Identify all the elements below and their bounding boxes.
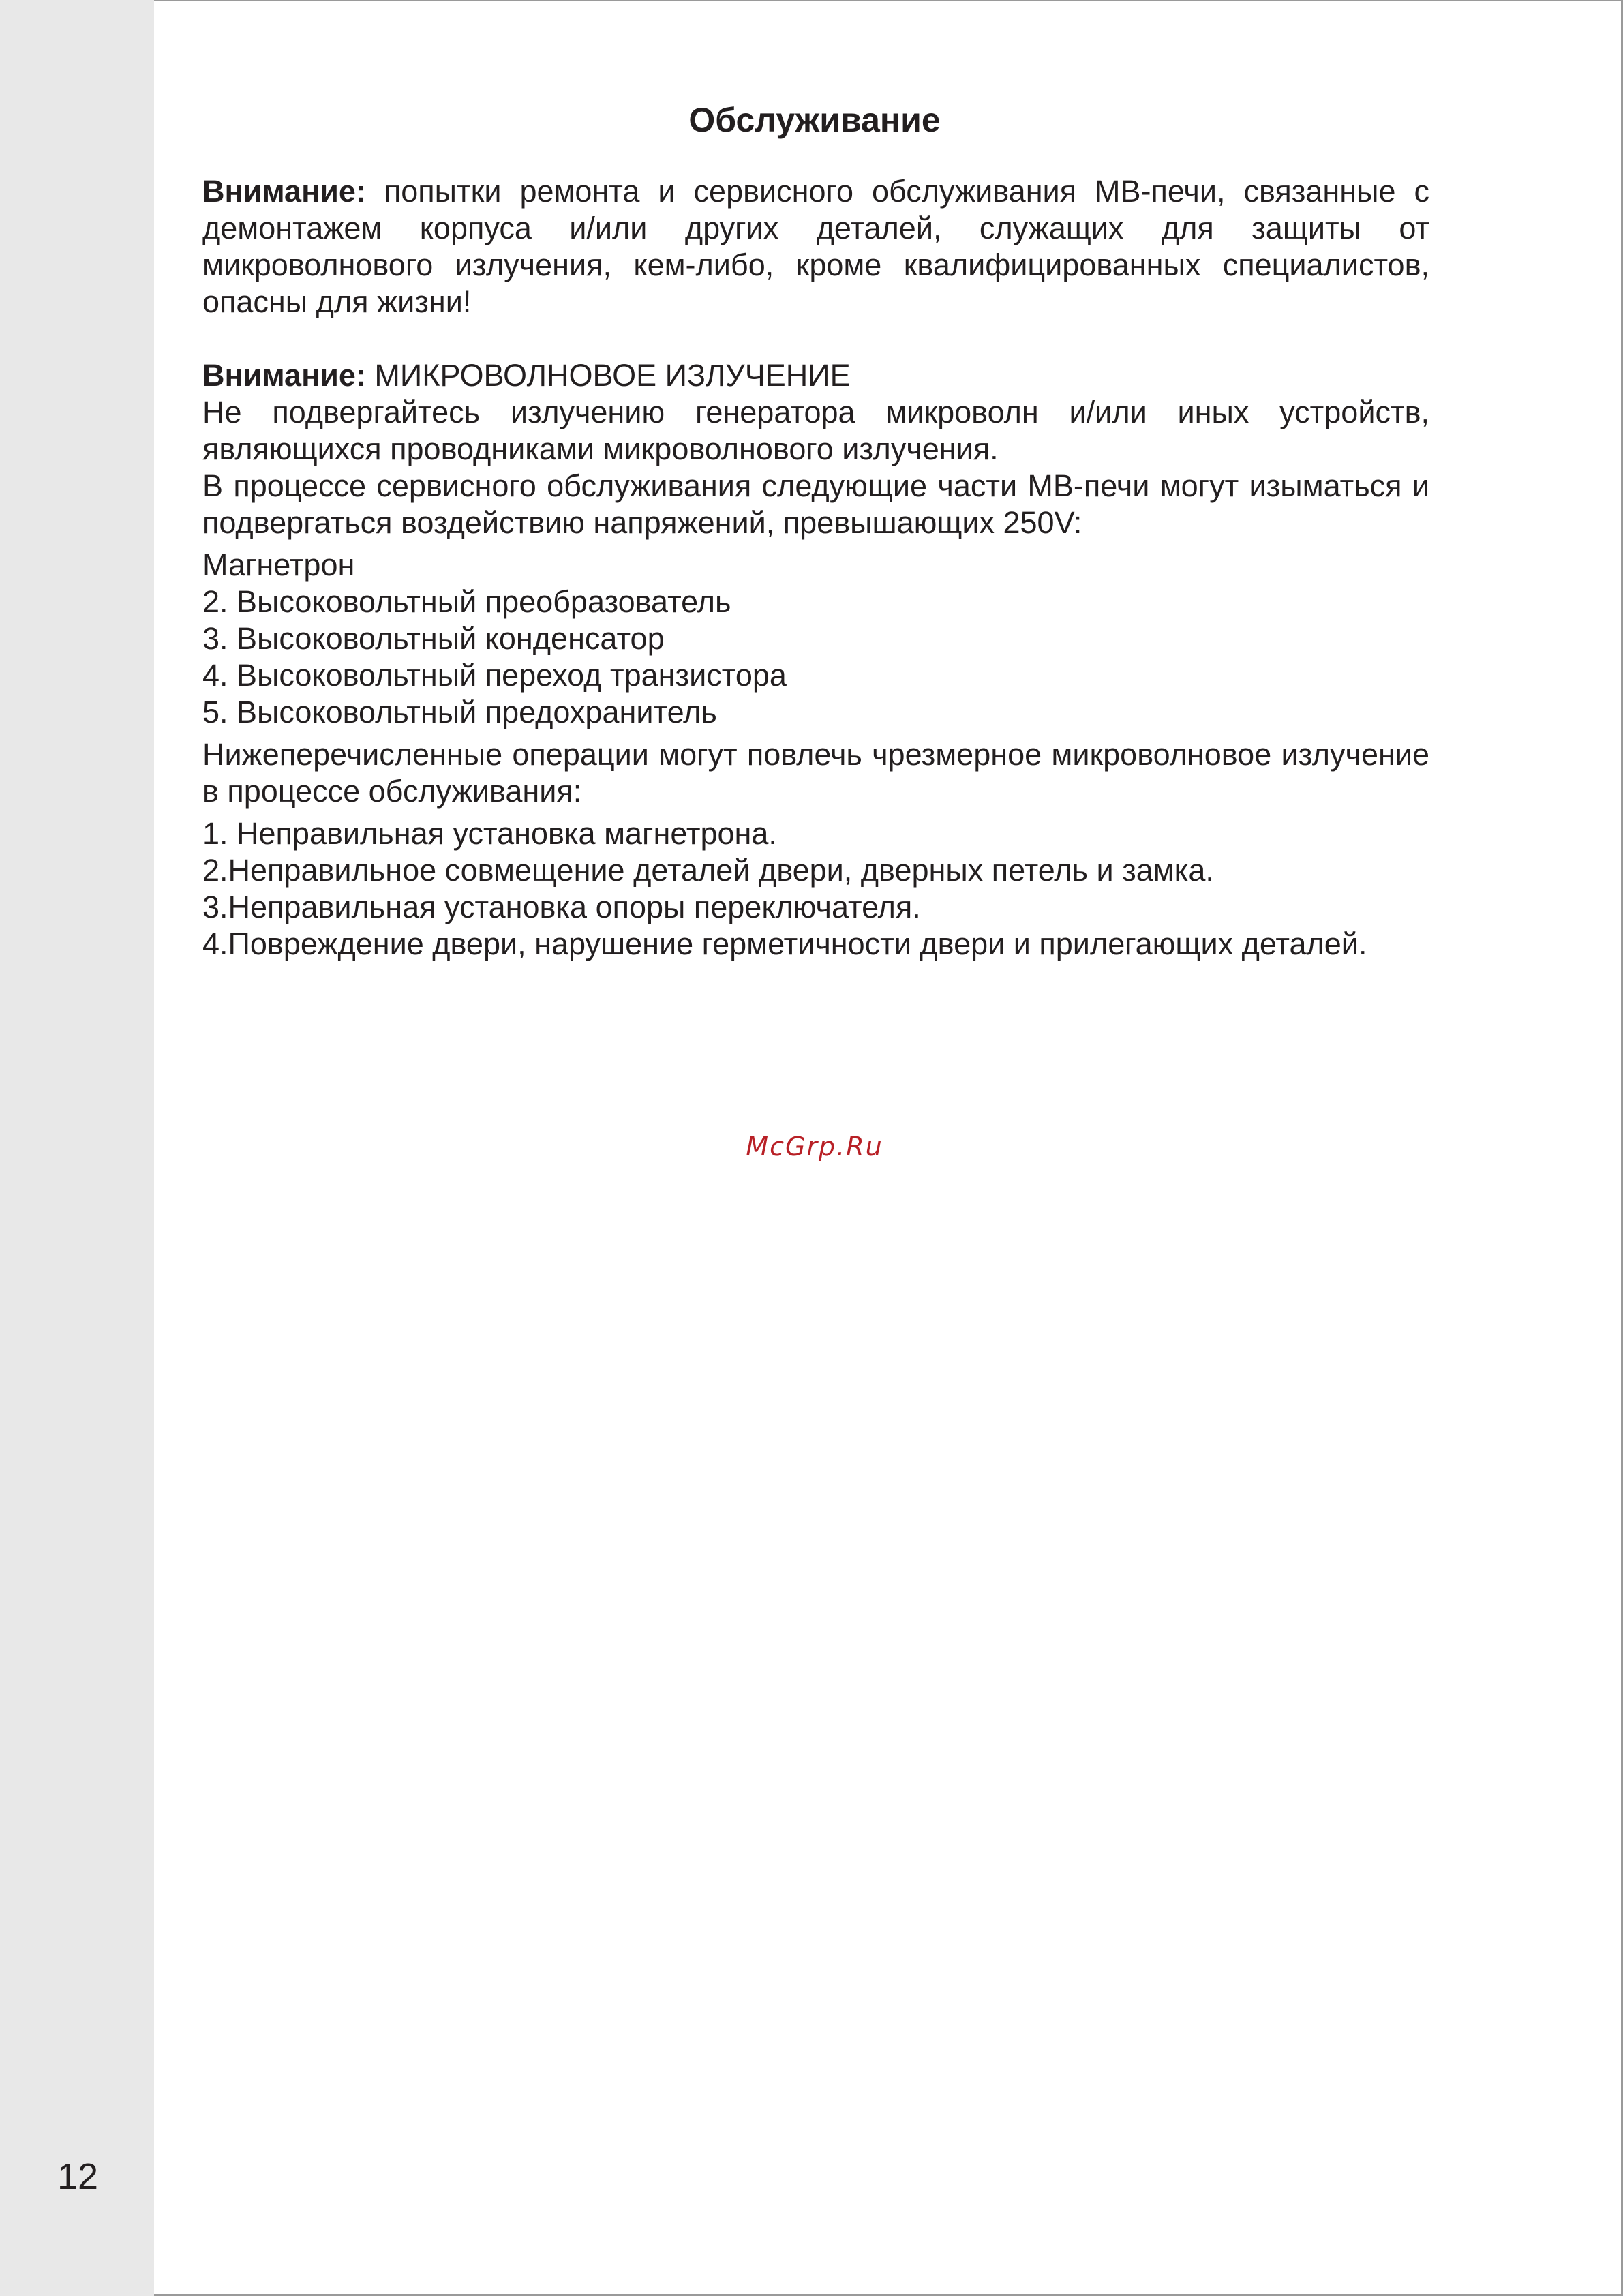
warning-heading-2 <box>202 357 1429 394</box>
watermark-text: McGrp.Ru <box>746 1132 883 1162</box>
warning-label-2: Внимание: <box>202 358 366 393</box>
warning-label-1: Внимание: <box>202 174 366 209</box>
page-number: 12 <box>57 2156 99 2197</box>
list-item: 2. Высоковольтный преобразователь <box>202 584 731 619</box>
list-item: 3. Высоковольтный конденсатор <box>202 621 665 656</box>
warning-paragraph-3: В процессе сервисного обслуживания следующие части МВ-печи могут изыматься и подвергаться воздействию напряжений, превышающих 250V: <box>202 468 1429 540</box>
page-content <box>202 173 1429 963</box>
page-title: Обслуживание <box>688 101 941 139</box>
warning-paragraph-1 <box>202 173 1429 320</box>
list-item: 4.Повреждение двери, нарушение герметичности двери и прилегающих деталей. <box>202 926 1367 961</box>
list-item: 5. Высоковольтный предохранитель <box>202 695 717 729</box>
page-border-top <box>154 0 1623 1</box>
left-margin-band <box>0 0 154 2296</box>
warning-heading-text: МИКРОВОЛНОВОЕ ИЗЛУЧЕНИЕ <box>365 358 851 393</box>
operations-intro: Нижеперечисленные операции могут повлечь чрезмерное микроволновое излучение в процессе обслуживания: <box>202 737 1429 809</box>
warning-paragraph-2: Не подвергайтесь излучению генератора микроволн и/или иных устройств, являющихся проводниками микроволнового излучения. <box>202 395 1429 466</box>
list-item: 3.Неправильная установка опоры переключателя. <box>202 890 921 924</box>
operations-list <box>202 815 1429 963</box>
list-item: 1. Неправильная установка магнетрона. <box>202 816 777 851</box>
warning-text-1: попытки ремонта и сервисного обслуживания МВ-печи, связанные с демонтажем корпуса и/или других деталей, служащих для защиты от микроволнового излучения, кем-либо, кроме квалифицированных специалистов, опасны для жизни! <box>202 174 1429 319</box>
list-item: Магнетрон <box>202 547 355 582</box>
list-item: 4. Высоковольтный переход транзистора <box>202 658 787 693</box>
parts-list <box>202 547 1429 731</box>
list-item: 2.Неправильное совмещение деталей двери, дверных петель и замка. <box>202 853 1214 888</box>
